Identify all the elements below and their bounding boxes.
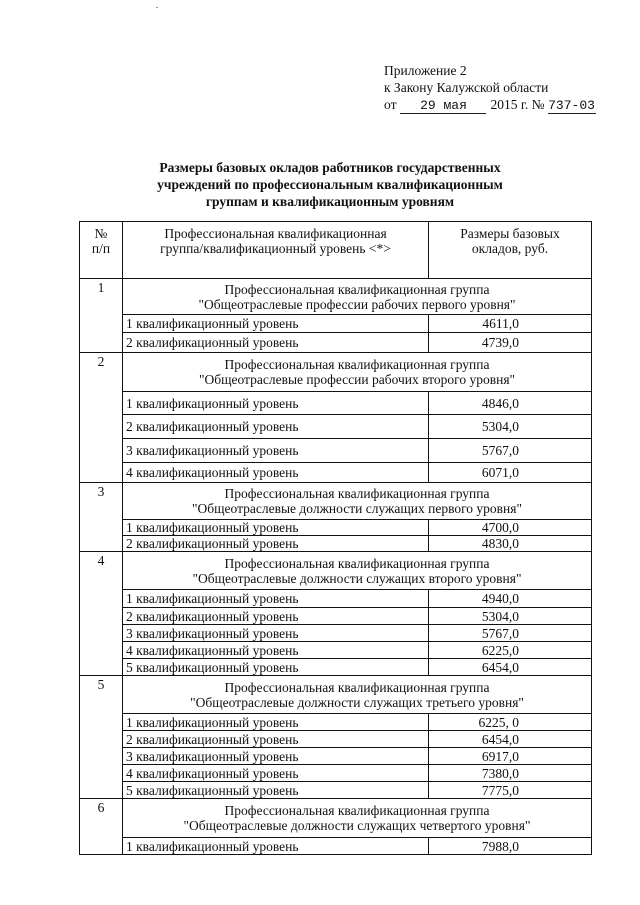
level-label: 5 квалификационный уровень bbox=[123, 782, 429, 799]
level-salary: 6454,0 bbox=[429, 659, 592, 676]
level-row bbox=[80, 731, 592, 748]
title-line-2: учреждений по профессиональным квалификационным bbox=[157, 177, 503, 192]
document-title bbox=[130, 159, 530, 210]
level-label: 4 квалификационный уровень bbox=[123, 642, 429, 659]
level-label: 2 квалификационный уровень bbox=[123, 608, 429, 625]
level-row bbox=[80, 838, 592, 855]
level-salary: 5304,0 bbox=[429, 415, 592, 439]
group-row bbox=[80, 279, 592, 315]
group-title-cell bbox=[123, 353, 592, 392]
appendix-year: 2015 г. № bbox=[490, 97, 545, 112]
level-row bbox=[80, 590, 592, 608]
level-salary: 7380,0 bbox=[429, 765, 592, 782]
level-salary: 6225,0 bbox=[429, 642, 592, 659]
level-label: 4 квалификационный уровень bbox=[123, 765, 429, 782]
level-row bbox=[80, 415, 592, 439]
group-title-cell bbox=[123, 799, 592, 838]
level-row bbox=[80, 333, 592, 353]
group-title-cell bbox=[123, 279, 592, 315]
group-title-cell bbox=[123, 552, 592, 590]
level-label: 1 квалификационный уровень bbox=[123, 392, 429, 415]
level-label: 1 квалификационный уровень bbox=[123, 714, 429, 731]
group-label: Профессиональная квалификационная группа bbox=[224, 803, 490, 818]
level-label: 2 квалификационный уровень bbox=[123, 731, 429, 748]
level-row bbox=[80, 782, 592, 799]
group-label: Профессиональная квалификационная группа bbox=[224, 486, 490, 501]
appendix-title: Приложение 2 bbox=[384, 63, 467, 78]
group-label: Профессиональная квалификационная группа bbox=[224, 357, 490, 372]
scan-speck bbox=[156, 7, 158, 8]
group-name: "Общеотраслевые должности служащих второго уровня" bbox=[192, 570, 522, 586]
group-row bbox=[80, 353, 592, 392]
header-group: Профессиональная квалификационная группа/квалификационный уровень <*> bbox=[123, 222, 429, 279]
level-row bbox=[80, 463, 592, 483]
group-row bbox=[80, 483, 592, 520]
appendix-law: к Закону Калужской области bbox=[384, 80, 549, 95]
level-row bbox=[80, 642, 592, 659]
level-label: 3 квалификационный уровень bbox=[123, 748, 429, 765]
level-salary: 7775,0 bbox=[429, 782, 592, 799]
level-row bbox=[80, 714, 592, 731]
level-row bbox=[80, 625, 592, 642]
header-num: № п/п bbox=[80, 222, 123, 279]
title-line-1: Размеры базовых окладов работников государственных bbox=[159, 160, 501, 175]
group-number: 5 bbox=[80, 676, 123, 799]
level-label: 1 квалификационный уровень bbox=[123, 838, 429, 855]
group-title-cell bbox=[123, 676, 592, 714]
appendix-date-line bbox=[384, 96, 596, 114]
header-salary: Размеры базовых окладов, руб. bbox=[429, 222, 592, 279]
group-row bbox=[80, 799, 592, 838]
level-label: 2 квалификационный уровень bbox=[123, 333, 429, 353]
level-salary: 6225, 0 bbox=[429, 714, 592, 731]
group-name: "Общеотраслевые профессии рабочих второго уровня" bbox=[198, 372, 516, 387]
group-title-cell bbox=[123, 483, 592, 520]
level-salary: 5304,0 bbox=[429, 608, 592, 625]
level-row bbox=[80, 659, 592, 676]
group-name: "Общеотраслевые должности служащих третьего уровня" bbox=[190, 694, 524, 710]
level-label: 5 квалификационный уровень bbox=[123, 659, 429, 676]
group-name: "Общеотраслевые должности служащих первого уровня" bbox=[192, 501, 522, 516]
level-salary: 4611,0 bbox=[429, 315, 592, 333]
level-row bbox=[80, 765, 592, 782]
level-salary: 4830,0 bbox=[429, 536, 592, 552]
appendix-day-month: 29 мая bbox=[400, 98, 486, 114]
group-row bbox=[80, 552, 592, 590]
level-salary: 4739,0 bbox=[429, 333, 592, 353]
appendix-number: 737-03 bbox=[548, 98, 595, 113]
group-label: Профессиональная квалификационная группа bbox=[224, 281, 490, 297]
level-row bbox=[80, 520, 592, 536]
level-label: 2 квалификационный уровень bbox=[123, 536, 429, 552]
level-label: 3 квалификационный уровень bbox=[123, 625, 429, 642]
appendix-block bbox=[384, 62, 596, 114]
level-row bbox=[80, 608, 592, 625]
level-salary: 5767,0 bbox=[429, 439, 592, 463]
level-salary: 7988,0 bbox=[429, 838, 592, 855]
title-line-3: группам и квалификационным уровням bbox=[205, 194, 455, 209]
level-row bbox=[80, 392, 592, 415]
level-label: 1 квалификационный уровень bbox=[123, 315, 429, 333]
group-label: Профессиональная квалификационная группа bbox=[224, 679, 490, 695]
group-number: 2 bbox=[80, 353, 123, 483]
level-label: 2 квалификационный уровень bbox=[123, 415, 429, 439]
level-salary: 4700,0 bbox=[429, 520, 592, 536]
level-salary: 4940,0 bbox=[429, 590, 592, 608]
level-salary: 4846,0 bbox=[429, 392, 592, 415]
group-number: 6 bbox=[80, 799, 123, 855]
level-row bbox=[80, 748, 592, 765]
table-header-row bbox=[80, 222, 592, 279]
group-number: 1 bbox=[80, 279, 123, 353]
appendix-prefix: от bbox=[384, 97, 397, 112]
group-row bbox=[80, 676, 592, 714]
level-salary: 6454,0 bbox=[429, 731, 592, 748]
group-name: "Общеотраслевые должности служащих четвертого уровня" bbox=[183, 818, 531, 833]
group-number: 3 bbox=[80, 483, 123, 552]
group-name: "Общеотраслевые профессии рабочих первого уровня" bbox=[198, 296, 516, 312]
level-label: 3 квалификационный уровень bbox=[123, 439, 429, 463]
group-label: Профессиональная квалификационная группа bbox=[224, 555, 490, 571]
level-salary: 6917,0 bbox=[429, 748, 592, 765]
level-row bbox=[80, 439, 592, 463]
level-salary: 6071,0 bbox=[429, 463, 592, 483]
salary-table bbox=[79, 221, 592, 855]
level-row bbox=[80, 315, 592, 333]
level-salary: 5767,0 bbox=[429, 625, 592, 642]
level-label: 1 квалификационный уровень bbox=[123, 590, 429, 608]
level-row bbox=[80, 536, 592, 552]
level-label: 1 квалификационный уровень bbox=[123, 520, 429, 536]
level-label: 4 квалификационный уровень bbox=[123, 463, 429, 483]
group-number: 4 bbox=[80, 552, 123, 676]
